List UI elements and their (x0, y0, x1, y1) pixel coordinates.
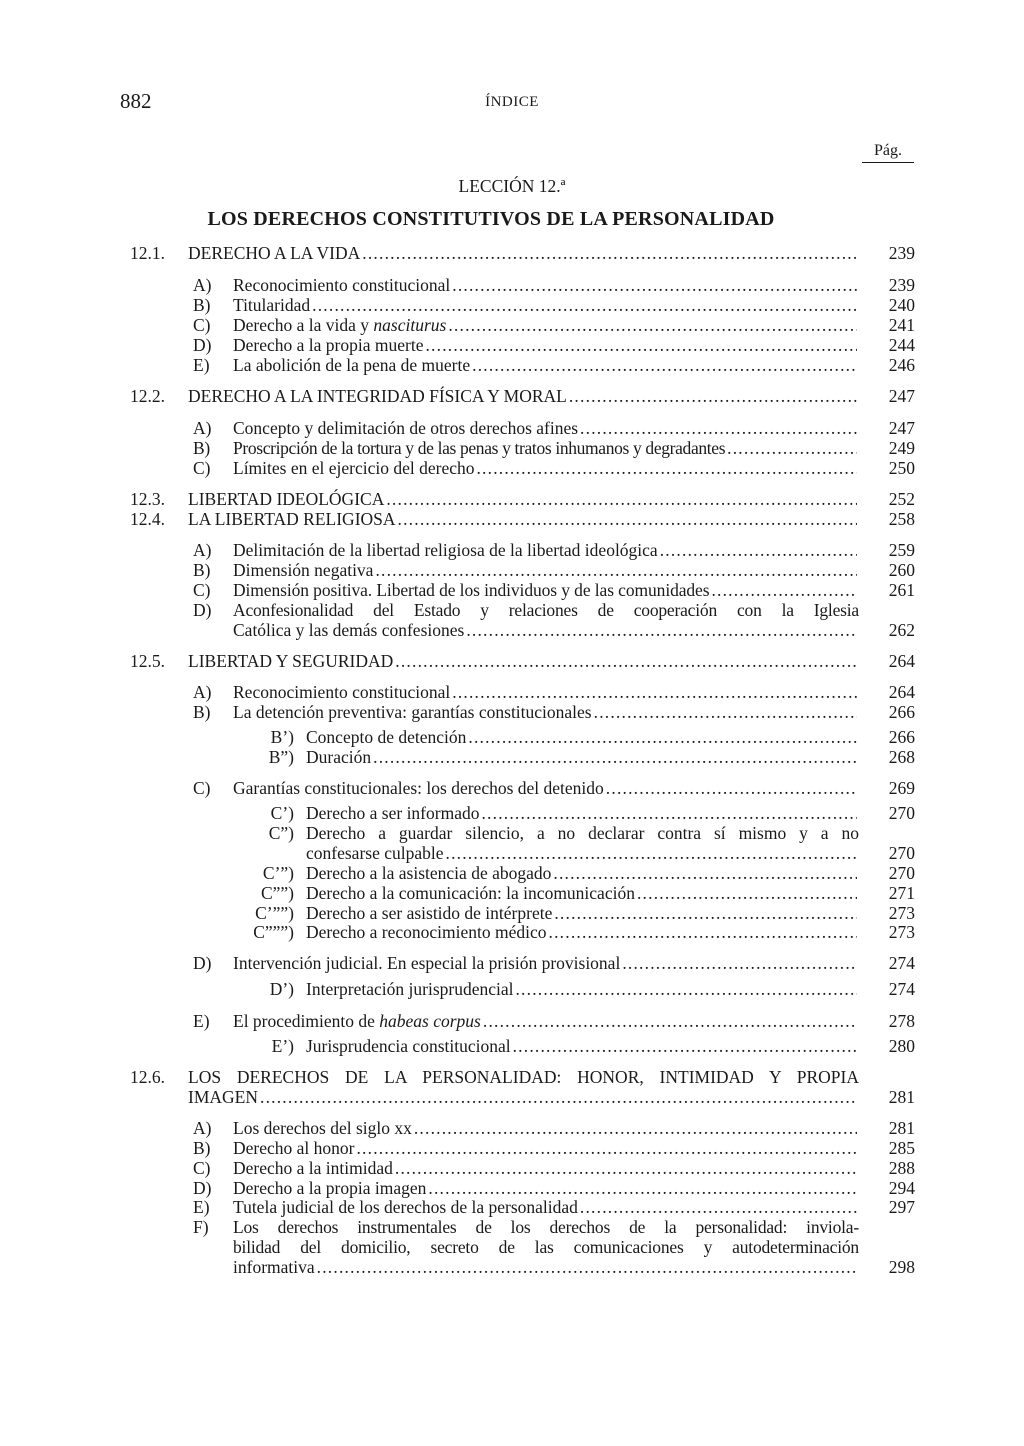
subentry-letter: C’”) (262, 863, 294, 883)
toc-entry (193, 438, 915, 458)
page-ref: 278 (888, 1011, 915, 1031)
page-ref: 264 (888, 651, 915, 671)
subentry-title: Interpretación jurisprudencial (306, 979, 514, 999)
subentry-letter: B’) (270, 727, 294, 747)
entry-letter: E) (193, 1011, 210, 1031)
toc-entry (193, 335, 915, 355)
entry-letter: D) (193, 1178, 212, 1198)
toc-subentry (230, 883, 915, 903)
page-ref: 241 (888, 315, 915, 335)
entry-title: Dimensión negativa (233, 560, 374, 580)
page-ref: 252 (888, 489, 915, 509)
toc-entry (193, 295, 915, 315)
toc-entry (193, 580, 915, 600)
entry-letter: B) (193, 1138, 211, 1158)
entry-title: Derecho a la propia imagen (233, 1178, 427, 1198)
page-ref: 298 (888, 1257, 915, 1277)
toc-subentry (250, 979, 915, 999)
page-ref: 249 (888, 438, 915, 458)
page-ref: 273 (888, 903, 915, 923)
entry-title-text: Derecho a la vida y (233, 315, 374, 335)
toc-entry (193, 1011, 915, 1031)
entry-title: Delimitación de la libertad religiosa de la libertad ideológica (233, 540, 658, 560)
entry-title: La detención preventiva: garantías constitucionales (233, 702, 592, 722)
entry-title: Derecho a la propia muerte (233, 335, 424, 355)
page-ref: 285 (888, 1138, 915, 1158)
subentry-letter: C”””) (253, 922, 294, 942)
page-ref: 239 (888, 275, 915, 295)
section-number: 12.3. (130, 489, 165, 509)
page-ref: 269 (888, 778, 915, 798)
entry-title-italic: nasciturus (373, 315, 447, 335)
toc-subentry (230, 863, 915, 883)
page-ref: 281 (888, 1087, 915, 1107)
page-ref: 270 (888, 803, 915, 823)
entry-title: Intervención judicial. En especial la prisión provisional (233, 953, 621, 973)
subentry-letter: B”) (268, 747, 294, 767)
toc-subentry (250, 747, 915, 767)
page-ref: 250 (888, 458, 915, 478)
entry-title-text: El procedimiento de (233, 1011, 380, 1031)
page-ref: 266 (888, 727, 915, 747)
toc-entry (193, 355, 915, 375)
subentry-letter: C’) (270, 803, 294, 823)
entry-title: Reconocimiento constitucional (233, 682, 451, 702)
entry-letter: B) (193, 702, 211, 722)
page-ref: 246 (888, 355, 915, 375)
lesson-title: LOS DERECHOS CONSTITUTIVOS DE LA PERSONALIDAD (207, 208, 775, 230)
entry-letter: A) (193, 540, 212, 560)
section-title: DERECHO A LA INTEGRIDAD FÍSICA Y MORAL (188, 386, 567, 406)
section-title: LIBERTAD IDEOLÓGICA (188, 489, 385, 509)
page-column-label: Pág. (862, 142, 914, 163)
subentry-letter: C”) (268, 823, 294, 843)
page-ref: 280 (888, 1036, 915, 1056)
toc-entry (193, 1118, 915, 1138)
section-title: LA LIBERTAD RELIGIOSA (188, 509, 396, 529)
section-title-line: IMAGEN (188, 1087, 258, 1107)
toc-entry (193, 682, 915, 702)
section-number: 12.5. (130, 651, 165, 671)
section-number: 12.1. (130, 243, 165, 263)
page-ref: 259 (888, 540, 915, 560)
subentry-title-line: Derecho a guardar silencio, a no declarar contra sí mismo y a no (306, 823, 859, 843)
subentry-letter: E’) (271, 1036, 294, 1056)
page-ref: 264 (888, 682, 915, 702)
subentry-letter: D’) (269, 979, 294, 999)
entry-title-italic: habeas corpus (379, 1011, 481, 1031)
toc-entry (193, 1158, 915, 1178)
entry-letter: B) (193, 560, 211, 580)
page-ref: 240 (888, 295, 915, 315)
toc-entry (193, 315, 915, 335)
page-ref: 247 (888, 418, 915, 438)
entry-letter: C) (193, 315, 211, 335)
toc-entry (193, 1178, 915, 1198)
subentry-letter: C’””) (255, 903, 294, 923)
entry-title: Reconocimiento constitucional (233, 275, 451, 295)
toc-subentry (230, 803, 915, 823)
page-ref: 239 (888, 243, 915, 263)
toc-entry (193, 1138, 915, 1158)
subentry-title: Derecho a reconocimiento médico (306, 922, 547, 942)
entry-title-line: Los derechos instrumentales de los derechos de la personalidad: inviola- (233, 1217, 859, 1237)
toc-section (130, 1067, 915, 1107)
page-ref: 274 (888, 979, 915, 999)
toc-entry (193, 540, 915, 560)
toc-subentry (230, 922, 915, 942)
page-ref: 294 (888, 1178, 915, 1198)
toc-entry (193, 275, 915, 295)
subentry-title: Concepto de detención (306, 727, 467, 747)
toc-entry (193, 418, 915, 438)
page-ref: 244 (888, 335, 915, 355)
entry-letter: C) (193, 778, 211, 798)
toc-subentry (250, 727, 915, 747)
entry-title: Límites en el ejercicio del derecho (233, 458, 475, 478)
toc-subentry (230, 823, 915, 863)
page-ref: 261 (888, 580, 915, 600)
page-ref: 288 (888, 1158, 915, 1178)
entry-title: Concepto y delimitación de otros derechos afines (233, 418, 579, 438)
entry-letter: D) (193, 953, 212, 973)
entry-title-line: Católica y las demás confesiones (233, 620, 465, 640)
entry-title: Dimensión positiva. Libertad de los individuos y de las comunidades (233, 580, 710, 600)
entry-letter: A) (193, 682, 212, 702)
entry-title: Los derechos del siglo xx (233, 1118, 412, 1138)
entry-letter: A) (193, 418, 212, 438)
page-ref: 260 (888, 560, 915, 580)
page-ref: 270 (888, 843, 915, 863)
page-ref: 268 (888, 747, 915, 767)
entry-letter: A) (193, 275, 212, 295)
entry-title: Titularidad (233, 295, 311, 315)
toc-section (130, 386, 915, 406)
toc-section (130, 509, 915, 529)
entry-letter: B) (193, 438, 210, 458)
page-ref: 273 (888, 922, 915, 942)
subentry-title: Jurisprudencia constitucional (306, 1036, 511, 1056)
toc-entry (193, 560, 915, 580)
entry-letter: E) (193, 1197, 210, 1217)
page-ref: 274 (888, 953, 915, 973)
page-ref: 247 (888, 386, 915, 406)
entry-letter: A) (193, 1118, 212, 1138)
entry-letter: C) (193, 580, 211, 600)
subentry-title: Duración (306, 747, 372, 767)
page-ref: 281 (888, 1118, 915, 1138)
page-ref: 297 (888, 1197, 915, 1217)
section-title: LIBERTAD Y SEGURIDAD (188, 651, 394, 671)
toc-section (130, 651, 915, 671)
subentry-title: Derecho a la asistencia de abogado (306, 863, 552, 883)
running-header: ÍNDICE (485, 94, 539, 110)
entry-title-line: informativa (233, 1257, 315, 1277)
toc-section (130, 489, 915, 509)
toc-subentry (250, 1036, 915, 1056)
entry-letter: C) (193, 1158, 211, 1178)
entry-letter: B) (193, 295, 211, 315)
toc-entry (193, 600, 915, 640)
page-ref: 258 (888, 509, 915, 529)
toc-entry (193, 1197, 915, 1217)
entry-title: Tutela judicial de los derechos de la personalidad (233, 1197, 578, 1217)
entry-letter: D) (193, 600, 212, 620)
toc-entry (193, 953, 915, 973)
toc-entry (193, 1217, 915, 1277)
entry-letter: F) (193, 1217, 209, 1237)
section-title-line: LOS DERECHOS DE LA PERSONALIDAD: HONOR, INTIMIDAD Y PROPIA (188, 1067, 859, 1087)
entry-title: Proscripción de la tortura y de las penas y tratos inhumanos y degradantes (233, 438, 726, 458)
lesson-label: LECCIÓN 12.ª (458, 176, 566, 196)
page-ref: 262 (888, 620, 915, 640)
subentry-title-line: confesarse culpable (306, 843, 444, 863)
subentry-letter: C””) (260, 883, 294, 903)
entry-title (233, 315, 446, 335)
entry-title: Derecho al honor (233, 1138, 355, 1158)
section-number: 12.2. (130, 386, 165, 406)
page-number: 882 (120, 89, 152, 113)
subentry-title: Derecho a ser asistido de intérprete (306, 903, 553, 923)
section-title: DERECHO A LA VIDA (188, 243, 361, 263)
entry-title: Derecho a la intimidad (233, 1158, 393, 1178)
section-number: 12.6. (130, 1067, 165, 1087)
entry-title (233, 1011, 481, 1031)
page-ref: 271 (888, 883, 915, 903)
entry-title: Garantías constitucionales: los derechos del detenido (233, 778, 604, 798)
page-ref: 266 (888, 702, 915, 722)
toc-entry (193, 458, 915, 478)
entry-letter: E) (193, 355, 210, 375)
toc-entry (193, 778, 915, 798)
section-number: 12.4. (130, 509, 165, 529)
entry-letter: C) (193, 458, 211, 478)
subentry-title: Derecho a la comunicación: la incomunicación (306, 883, 635, 903)
entry-title: La abolición de la pena de muerte (233, 355, 471, 375)
page-ref: 270 (888, 863, 915, 883)
entry-title-line: Aconfesionalidad del Estado y relaciones de cooperación con la Iglesia (233, 600, 859, 620)
subentry-title: Derecho a ser informado (306, 803, 480, 823)
toc-subentry (230, 903, 915, 923)
entry-letter: D) (193, 335, 212, 355)
toc-section (130, 243, 915, 263)
toc-entry (193, 702, 915, 722)
entry-title-line: bilidad del domicilio, secreto de las comunicaciones y autodeterminación (233, 1237, 859, 1257)
